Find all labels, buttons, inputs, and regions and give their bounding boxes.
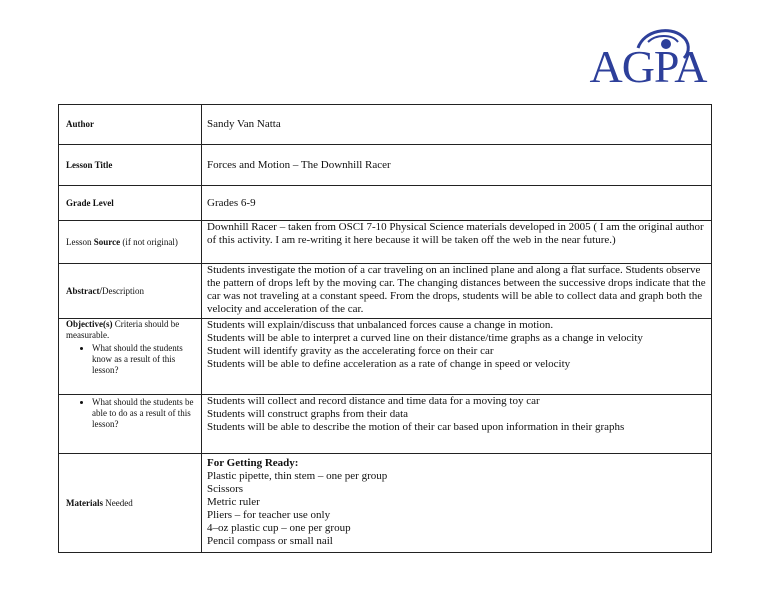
- objective-know-line: Students will be able to interpret a curved line on their distance/time graphs as a change in velocity: [207, 332, 643, 344]
- value-objectives-know: [202, 319, 712, 395]
- label-lesson-title: Lesson Title: [59, 145, 202, 186]
- label-materials: Materials Needed: [59, 454, 202, 553]
- materials-item: Pencil compass or small nail: [207, 535, 333, 547]
- objective-do-line: Students will collect and record distance and time data for a moving toy car: [207, 395, 540, 407]
- label-objectives: Objective(s) Criteria should be measurable. • What should the students know as a result of this lesson?: [59, 319, 202, 395]
- row-lesson-title: [59, 145, 712, 186]
- agpa-logo: [586, 26, 710, 96]
- objective-do-line: Students will be able to describe the motion of their car based upon information in their graphs: [207, 421, 625, 433]
- row-materials: [59, 454, 712, 553]
- objective-know-line: Students will be able to define acceleration as a rate of change in speed or velocity: [207, 358, 571, 370]
- objective-question-know: • What should the students know as a result of this lesson?: [92, 343, 197, 376]
- label-author: Author: [59, 105, 202, 145]
- materials-item: Pliers – for teacher use only: [207, 509, 331, 521]
- objective-question-do: • What should the students be able to do as a result of this lesson?: [92, 397, 197, 430]
- value-lesson-source: Downhill Racer – taken from OSCI 7-10 Physical Science materials developed in 2005 ( I am the original author of this activity. I am re-writing it here because it will be taken off the web in the near future.): [202, 221, 712, 264]
- materials-heading: For Getting Ready:: [207, 457, 299, 469]
- lesson-plan-table: [58, 104, 712, 553]
- value-materials: [202, 454, 712, 553]
- objective-do-line: Students will construct graphs from their data: [207, 408, 409, 420]
- logo-text: AGPA: [589, 41, 707, 92]
- row-objectives-do: [59, 395, 712, 454]
- objective-know-line: Student will identify gravity as the accelerating force on their car: [207, 345, 494, 357]
- row-author: [59, 105, 712, 145]
- value-objectives-do: [202, 395, 712, 454]
- materials-item: Plastic pipette, thin stem – one per group: [207, 470, 388, 482]
- row-abstract: [59, 264, 712, 319]
- value-grade-level: Grades 6-9: [202, 186, 712, 221]
- row-objectives-know: [59, 319, 712, 395]
- value-lesson-title: Forces and Motion – The Downhill Racer: [202, 145, 712, 186]
- row-grade-level: [59, 186, 712, 221]
- materials-item: Scissors: [207, 483, 244, 495]
- value-abstract: Students investigate the motion of a car traveling on an inclined plane and along a flat surface. Students observe the pattern of drops left by the moving car. The changing distances between the successive drops indicate that the car was not traveling at a constant speed. From the drops, students will be able to collect data and graph both the velocity and acceleration of the car.: [202, 264, 712, 319]
- label-objectives-do: [59, 395, 202, 454]
- label-grade-level: Grade Level: [59, 186, 202, 221]
- value-author: Sandy Van Natta: [202, 105, 712, 145]
- row-lesson-source: [59, 221, 712, 264]
- materials-item: Metric ruler: [207, 496, 260, 508]
- label-abstract: Abstract/Description: [59, 264, 202, 319]
- materials-item: 4–oz plastic cup – one per group: [207, 522, 351, 534]
- label-lesson-source: Lesson Source (if not original): [59, 221, 202, 264]
- objective-know-line: Students will explain/discuss that unbalanced forces cause a change in motion.: [207, 319, 554, 331]
